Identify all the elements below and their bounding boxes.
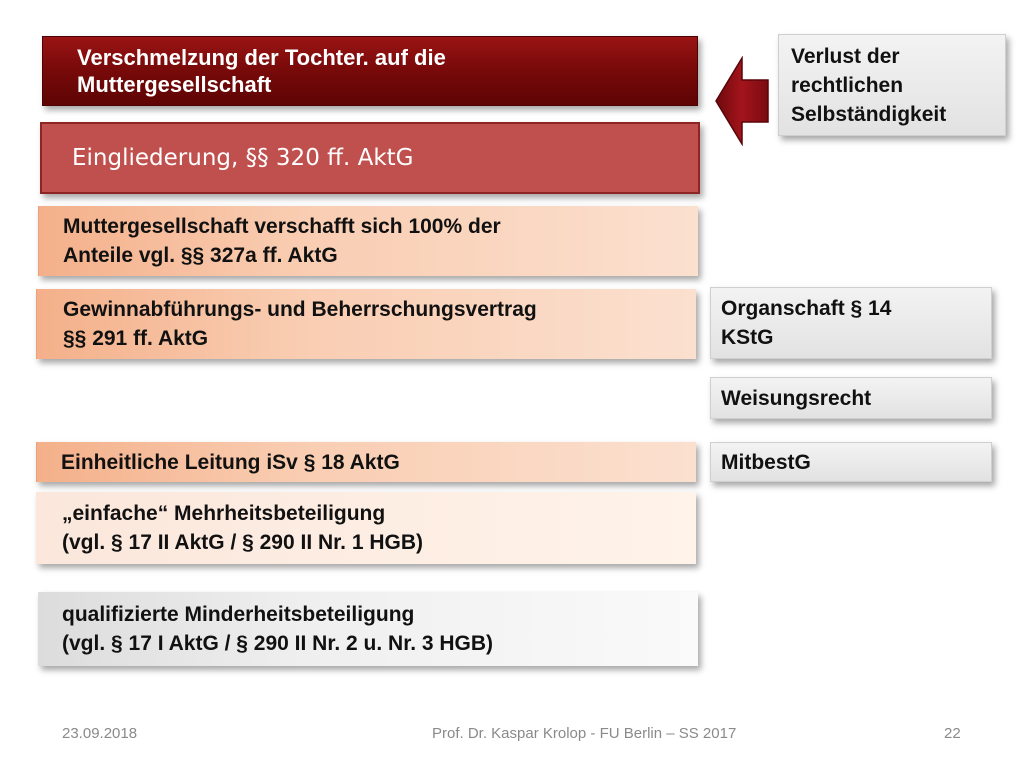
verschmelzung-text: Verschmelzung der Tochter. auf die Muttergesellschaft: [77, 45, 446, 97]
eingliederung-text: Eingliederung, §§ 320 ff. AktG: [72, 145, 414, 171]
verschafft-box: [38, 206, 698, 276]
leitung-box: [36, 442, 696, 482]
mehrheit-text: „einfache“ Mehrheitsbeteiligung (vgl. § 17 II AktG / § 290 II Nr. 1 HGB): [62, 502, 424, 554]
mitbestg-box: [710, 442, 992, 482]
vertrag-text: Gewinnabführungs- und Beherrschungsvertrag §§ 291 ff. AktG: [63, 298, 537, 350]
organschaft-box: [710, 287, 992, 359]
verschafft-text: Muttergesellschaft verschafft sich 100% der Anteile vgl. §§ 327a ff. AktG: [63, 215, 501, 267]
minderheit-text: qualifizierte Minderheitsbeteiligung (vgl. § 17 I AktG / § 290 II Nr. 2 u. Nr. 3 HGB): [62, 603, 494, 655]
footer-page-number: 22: [944, 725, 961, 742]
verlust-text: Verlust der rechtlichen Selbständigkeit: [791, 44, 947, 126]
eingliederung-box: [40, 122, 700, 194]
minderheit-box: [38, 592, 698, 666]
organschaft-text: Organschaft § 14 KStG: [721, 297, 892, 349]
verschmelzung-box: [42, 36, 698, 106]
mehrheit-box: [36, 492, 696, 564]
verlust-box: [778, 34, 1006, 136]
footer-date: 23.09.2018: [62, 725, 138, 742]
vertrag-box: [36, 289, 696, 359]
weisungsrecht-text: Weisungsrecht: [721, 386, 872, 410]
left-block-arrow-icon: [714, 56, 770, 146]
footer-author: Prof. Dr. Kaspar Krolop - FU Berlin – SS 2017: [432, 725, 737, 742]
weisungsrecht-box: [710, 377, 992, 419]
leitung-text: Einheitliche Leitung iSv § 18 AktG: [61, 450, 400, 474]
mitbestg-text: MitbestG: [721, 450, 811, 474]
